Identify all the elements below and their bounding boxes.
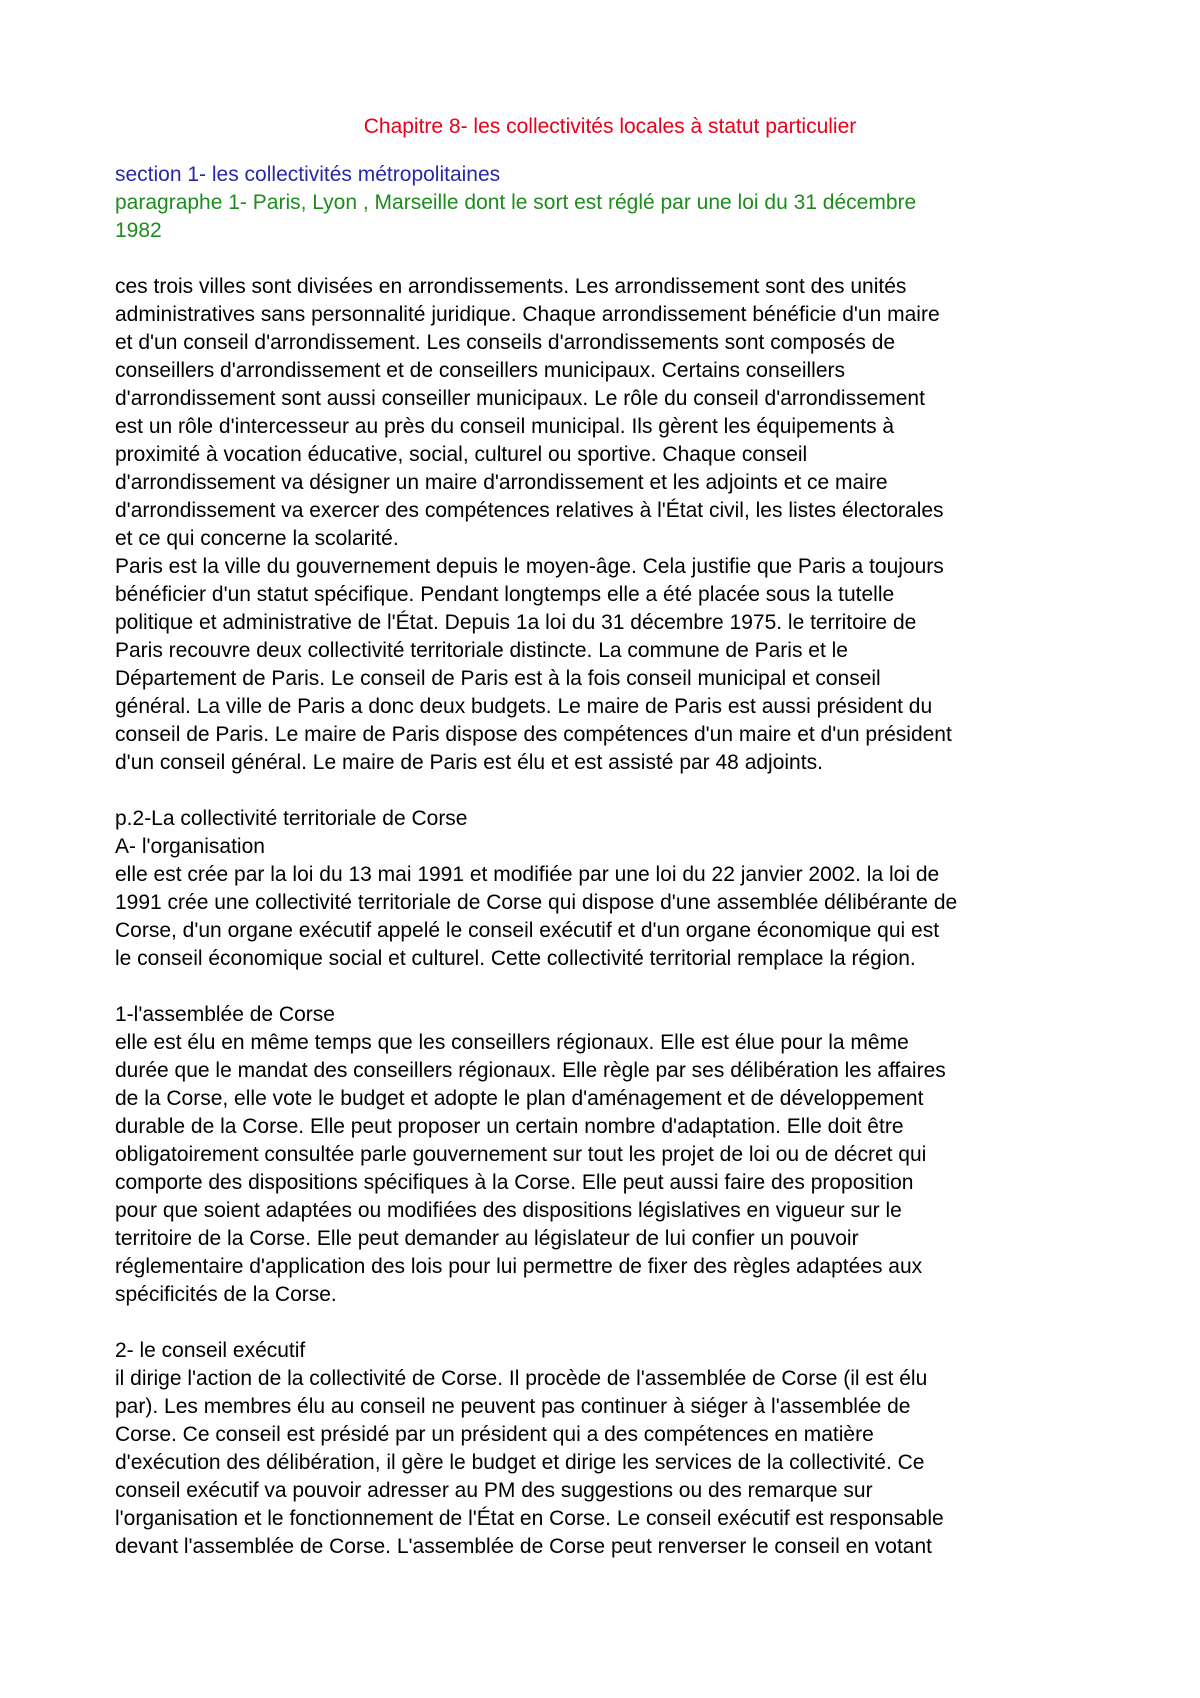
text-line: proximité à vocation éducative, social, culturel ou sportive. Chaque conseil: [115, 443, 808, 466]
text-line: général. La ville de Paris a donc deux budgets. Le maire de Paris est aussi président du: [115, 695, 933, 718]
chapter-title: Chapitre 8- les collectivités locales à statut particulier: [363, 115, 857, 138]
paragraph-heading-line: 1982: [115, 219, 162, 242]
text-line: et d'un conseil d'arrondissement. Les conseils d'arrondissements sont composés de: [115, 331, 896, 354]
text-line: il dirige l'action de la collectivité de Corse. Il procède de l'assemblée de Corse (il est élu: [115, 1367, 928, 1390]
text-line: d'exécution des délibération, il gère le budget et dirige les services de la collectivité. Ce: [115, 1451, 925, 1474]
text-line: elle est élu en même temps que les conseillers régionaux. Elle est élue pour la même: [115, 1031, 909, 1054]
corse-heading: p.2-La collectivité territoriale de Corse: [115, 807, 468, 830]
paragraph-spacer: [115, 1309, 1105, 1337]
text-line: administratives sans personnalité juridique. Chaque arrondissement bénéficie d'un maire: [115, 303, 940, 326]
conseil-heading: 2- le conseil exécutif: [115, 1339, 306, 1362]
text-line: l'organisation et le fonctionnement de l'État en Corse. Le conseil exécutif est responsable: [115, 1507, 944, 1530]
text-line: par). Les membres élu au conseil ne peuvent pas continuer à siéger à l'assemblée de: [115, 1395, 911, 1418]
text-line: obligatoirement consultée parle gouvernement sur tout les projet de loi ou de décret qui: [115, 1143, 927, 1166]
text-line: Paris recouvre deux collectivité territoriale distincte. La commune de Paris et le: [115, 639, 848, 662]
conseil-section: [115, 1337, 1105, 1561]
text-line: comporte des dispositions spécifiques à la Corse. Elle peut aussi faire des proposition: [115, 1171, 914, 1194]
text-line: ces trois villes sont divisées en arrondissements. Les arrondissement sont des unités: [115, 275, 907, 298]
text-line: réglementaire d'application des lois pour lui permettre de fixer des règles adaptées aux: [115, 1255, 923, 1278]
text-line: durable de la Corse. Elle peut proposer un certain nombre d'adaptation. Elle doit être: [115, 1115, 904, 1138]
arrondissements-paragraph: [115, 273, 1105, 553]
text-line: territoire de la Corse. Elle peut demander au législateur de lui confier un pouvoir: [115, 1227, 859, 1250]
text-line: Département de Paris. Le conseil de Paris est à la fois conseil municipal et conseil: [115, 667, 881, 690]
section-heading: section 1- les collectivités métropolitaines: [115, 163, 501, 186]
text-line: d'arrondissement va désigner un maire d'arrondissement et les adjoints et ce maire: [115, 471, 888, 494]
text-line: elle est crée par la loi du 13 mai 1991 et modifiée par une loi du 22 janvier 2002. la loi de: [115, 863, 940, 886]
text-line: de la Corse, elle vote le budget et adopte le plan d'aménagement et de développement: [115, 1087, 924, 1110]
text-line: d'arrondissement va exercer des compétences relatives à l'État civil, les listes électorales: [115, 499, 944, 522]
text-line: Paris est la ville du gouvernement depuis le moyen-âge. Cela justifie que Paris a toujours: [115, 555, 944, 578]
corse-section: [115, 805, 1105, 973]
text-line: Corse, d'un organe exécutif appelé le conseil exécutif et d'un organe économique qui est: [115, 919, 940, 942]
text-line: d'arrondissement sont aussi conseiller municipaux. Le rôle du conseil d'arrondissement: [115, 387, 925, 410]
text-line: spécificités de la Corse.: [115, 1283, 337, 1306]
organisation-heading: A- l'organisation: [115, 835, 265, 858]
text-line: conseil exécutif va pouvoir adresser au PM des suggestions ou des remarque sur: [115, 1479, 873, 1502]
assemblee-section: [115, 1001, 1105, 1309]
text-line: 1991 crée une collectivité territoriale de Corse qui dispose d'une assemblée délibérante de: [115, 891, 958, 914]
paris-paragraph: [115, 553, 1105, 777]
text-line: conseil de Paris. Le maire de Paris dispose des compétences d'un maire et d'un président: [115, 723, 952, 746]
text-line: est un rôle d'intercesseur au près du conseil municipal. Ils gèrent les équipements à: [115, 415, 895, 438]
text-line: et ce qui concerne la scolarité.: [115, 527, 399, 550]
text-line: le conseil économique social et culturel. Cette collectivité territorial remplace la région.: [115, 947, 916, 970]
text-line: Corse. Ce conseil est présidé par un président qui a des compétences en matière: [115, 1423, 874, 1446]
text-line: durée que le mandat des conseillers régionaux. Elle règle par ses délibération les affaires: [115, 1059, 946, 1082]
document-content: [115, 113, 1105, 1561]
assemblee-heading: 1-l'assemblée de Corse: [115, 1003, 335, 1026]
text-line: politique et administrative de l'État. Depuis 1a loi du 31 décembre 1975. le territoire de: [115, 611, 917, 634]
paragraph-heading-line: paragraphe 1- Paris, Lyon , Marseille dont le sort est réglé par une loi du 31 décembre: [115, 191, 917, 214]
text-line: bénéficier d'un statut spécifique. Pendant longtemps elle a été placée sous la tutelle: [115, 583, 895, 606]
text-line: pour que soient adaptées ou modifiées des dispositions législatives en vigueur sur le: [115, 1199, 902, 1222]
text-line: devant l'assemblée de Corse. L'assemblée de Corse peut renverser le conseil en votant: [115, 1535, 932, 1558]
text-line: d'un conseil général. Le maire de Paris est élu et est assisté par 48 adjoints.: [115, 751, 823, 774]
paragraph-spacer: [115, 777, 1105, 805]
text-line: conseillers d'arrondissement et de conseillers municipaux. Certains conseillers: [115, 359, 846, 382]
paragraph-heading: [115, 189, 1105, 245]
paragraph-spacer: [115, 973, 1105, 1001]
